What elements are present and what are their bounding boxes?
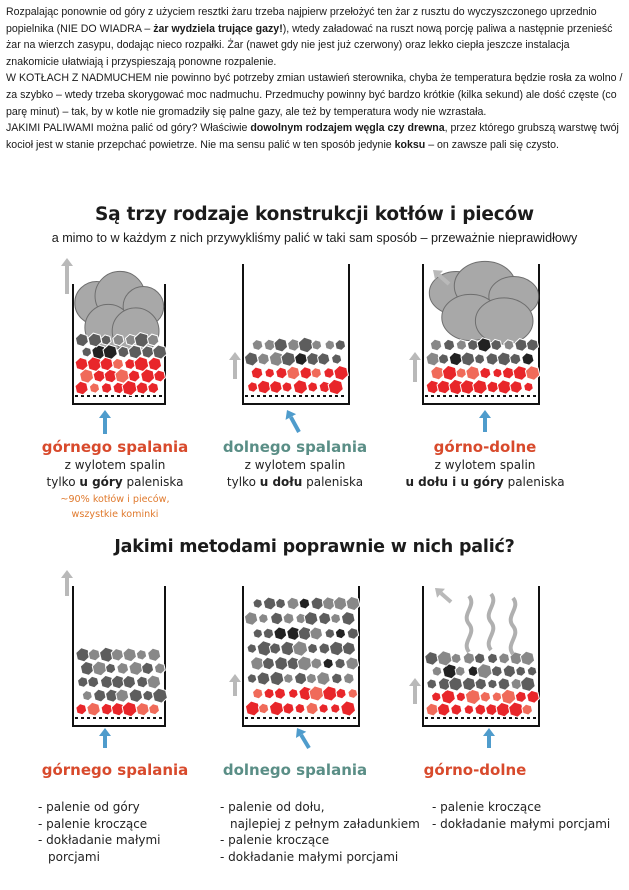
fuel-lump (253, 599, 263, 609)
fuel-lump (346, 596, 360, 610)
air-arrow-up-icon (99, 410, 111, 434)
fuel-lump (275, 657, 289, 671)
type-bottom-line2: tylko u dołu paleniska (226, 475, 364, 489)
fuel-lump (112, 358, 123, 369)
fuel-lump (264, 339, 275, 351)
fuel-lump (245, 701, 260, 716)
fuel-lump (451, 653, 461, 663)
fuel-lump (262, 657, 274, 670)
type-bottom-caption (195, 437, 395, 491)
type-bottom-heading: dolnego spalania (222, 438, 368, 456)
fuel-lump (510, 381, 523, 394)
fuel-lump (310, 627, 323, 640)
fuel-lump (332, 354, 342, 364)
fuel-lump (125, 359, 136, 370)
fuel-lump (287, 597, 299, 610)
fuel-lump (346, 657, 359, 670)
fuel-lump (502, 367, 514, 379)
fuel-lump (75, 333, 88, 346)
fuel-lump (297, 656, 312, 671)
fuel-lump (312, 340, 322, 350)
fuel-lump (283, 674, 293, 684)
fuel-lump (324, 368, 335, 379)
fuel-lump (276, 367, 288, 379)
fuel-lump (335, 628, 345, 638)
fuel-lump (136, 650, 146, 661)
fuel-lump (258, 703, 268, 714)
fuel-lump (341, 612, 355, 626)
type-top-note-2: wszystkie kominki (71, 509, 159, 520)
fuel-lump (348, 689, 358, 699)
fuel-lump (258, 353, 270, 365)
type-mixed-line1: z wylotem spalin (434, 458, 536, 472)
intro-paragraph-1: Rozpalając ponownie od góry z użyciem resztki żaru trzeba najpierw przełożyć ten żar z rusztu do wyczyszczonego uprzednio popielnika (NIE DO WIADRA – żar wydziela trujące gazy!), wtedy załadować na ruszt nową porcję paliwa a następnie przenieść żar na wierzch zasypu, dodając nieco rozpałki. Żar (nawet gdy nie jest już czerwony) oraz lekko ciepła jeszcze instalacja znakomicie ułatwiają i przyspieszają ponowne rozpalenie. (6, 6, 613, 68)
fuel-lump (331, 704, 341, 714)
bottom-combustion-method-illustration (225, 566, 365, 746)
fuel-lump (294, 672, 306, 685)
type-top-line2: tylko u góry paleniska (46, 475, 184, 489)
fuel-lump (247, 674, 257, 684)
fuel-lump (76, 648, 90, 662)
air-arrow-icon (286, 410, 299, 432)
fuel-lump (467, 339, 478, 350)
fuel-lump (497, 380, 511, 394)
method-bottom-heading-box (195, 760, 395, 780)
fuel-lump (487, 381, 499, 393)
method-bottom-item-1: - palenie od dołu, najlepiej z pełnym załadunkiem (220, 799, 430, 832)
type-bottom-line1: z wylotem spalin (244, 458, 346, 472)
fuel-lump (441, 690, 455, 705)
section-1-title: Są trzy rodzaje konstrukcji kotłów i pieców (95, 204, 534, 225)
fuel-lump (101, 383, 112, 394)
fuel-lump (307, 352, 320, 365)
fuel-lump (253, 629, 263, 639)
fuel-lump (82, 347, 92, 357)
fuel-lump (295, 353, 308, 366)
fuel-lump (491, 666, 502, 677)
fuel-lump (298, 337, 313, 353)
method-mixed-list (432, 799, 622, 832)
fuel-lump (475, 704, 486, 715)
fuel-lump (463, 652, 475, 664)
fuel-lump (129, 661, 143, 675)
fuel-lump (319, 643, 330, 654)
fuel-lump (328, 379, 343, 394)
fuel-lump (148, 382, 159, 393)
fuel-lump (524, 382, 534, 392)
fuel-lump (137, 676, 149, 688)
fuel-lump (101, 335, 111, 345)
top-combustion-furnace-illustration (55, 254, 175, 414)
fuel-lump (496, 702, 510, 716)
fuel-lump (252, 340, 263, 351)
fuel-lump (306, 702, 318, 715)
fuel-lump (87, 702, 101, 716)
fuel-lump (136, 703, 149, 716)
fuel-lump (148, 648, 161, 661)
fuel-lump (444, 339, 455, 350)
intro-paragraph-3: JAKIMI PALIWAMI można palić od góry? Właściwie dowolnym rodzajem węgla czy drewna, przez którego grubszą warstwę twój kocioł jest w stanie przepchać powietrze. Nie ma sensu palić w ten sposób jedynie koksu – on zawsze pali się czysto. (6, 122, 619, 151)
fuel-lump (282, 382, 292, 392)
fuel-lump (487, 653, 497, 664)
fuel-lump (468, 666, 479, 677)
fuel-lump (283, 613, 294, 624)
smoke-wisp (489, 594, 494, 650)
fuel-lump (123, 648, 137, 662)
fuel-lump (295, 703, 305, 713)
method-bottom-heading: dolnego spalania (222, 761, 368, 779)
type-mixed-heading: górno-dolne (433, 438, 537, 456)
fuel-lump (325, 629, 335, 639)
method-top-heading: górnego spalania (41, 761, 189, 779)
fuel-lump (432, 692, 442, 702)
fuel-lump (503, 665, 515, 678)
fuel-lump (308, 643, 318, 653)
method-mixed-item-2: - dokładanie małymi porcjami (432, 816, 622, 833)
fuel-lump (331, 673, 342, 684)
smoke-wisp (467, 596, 472, 652)
fuel-lump (257, 672, 270, 685)
flue-arrow-bottom-icon (229, 352, 241, 379)
method-bottom-item-2: - palenie kroczące (220, 832, 430, 849)
fuel-lump (449, 352, 462, 365)
fuel-lump (129, 689, 143, 703)
fuel-lump (499, 653, 510, 664)
fuel-lump (343, 673, 354, 684)
air-arrow-up-icon (479, 410, 491, 432)
fuel-lump (431, 366, 444, 380)
fuel-lump (263, 628, 274, 639)
fuel-lump (281, 352, 296, 367)
fuel-lump (426, 703, 439, 716)
fuel-lump (464, 705, 474, 715)
fuel-lump (265, 368, 275, 378)
type-top-heading: górnego spalania (41, 438, 189, 456)
fuel-lump (488, 679, 498, 689)
fuel-lump (462, 677, 475, 691)
fuel-lump (274, 338, 288, 352)
fuel-lump (521, 677, 536, 692)
fuel-lump (329, 641, 343, 656)
fuel-lump (341, 701, 356, 716)
fuel-lump (123, 675, 136, 688)
fuel-lump (474, 653, 485, 664)
fuel-lump (288, 689, 298, 699)
fuel-lump (515, 691, 526, 702)
fuel-lump (287, 366, 300, 380)
method-top-item-2: - palenie kroczące (38, 816, 208, 833)
flue-arrow-up-icon (61, 570, 73, 596)
fuel-lump (259, 614, 269, 624)
fuel-lump (311, 597, 324, 610)
fuel-lump (425, 652, 439, 666)
fuel-lump (466, 366, 480, 380)
fuel-lump (270, 671, 284, 685)
method-mixed-heading: górno-dolne (423, 761, 527, 779)
fuel-lump (437, 380, 451, 394)
fuel-lump (75, 381, 88, 395)
fuel-lump (94, 689, 106, 702)
fuel-lump (473, 380, 488, 395)
fuel-lump (480, 691, 491, 702)
method-top-list (38, 799, 208, 865)
type-mixed-caption (385, 437, 585, 491)
fuel-lump (147, 675, 161, 689)
bottom-combustion-furnace-illustration (225, 254, 355, 414)
fuel-lump (244, 612, 257, 626)
fuel-lump (251, 657, 265, 671)
fuel-lump (438, 354, 449, 365)
fuel-lump (264, 688, 274, 699)
method-mixed-heading-box (375, 760, 575, 780)
fuel-lump (498, 678, 510, 690)
smoke-cloud (429, 261, 538, 344)
fuel-lump (306, 673, 316, 684)
fuel-lump (456, 692, 466, 702)
fuel-lump (300, 367, 312, 380)
fuel-lump (276, 598, 286, 608)
fuel-lump (511, 678, 522, 689)
flue-arrow-top-icon (435, 588, 451, 602)
fuel-lump (288, 339, 300, 352)
fuel-lump (335, 340, 346, 351)
fuel-lump (269, 701, 283, 716)
fuel-lump (323, 686, 338, 701)
fuel-lump (299, 598, 310, 609)
fuel-lump (455, 666, 465, 676)
flue-arrow-up-icon (61, 258, 73, 294)
flue-arrow-bottom-icon (229, 674, 241, 696)
type-top-caption (15, 437, 215, 522)
fuel-lump (308, 382, 318, 392)
fuel-lump (317, 672, 331, 686)
flue-arrow-bottom-icon (409, 678, 421, 704)
fuel-lump (78, 677, 89, 688)
air-arrow-up-icon (483, 728, 495, 748)
type-mixed-line2: u dołu i u góry paleniska (405, 475, 565, 489)
fuel-lump (75, 357, 88, 370)
fuel-lump (154, 370, 166, 382)
fuel-lump (257, 380, 271, 394)
fuel-lump (244, 352, 258, 366)
fuel-lump (247, 644, 257, 654)
fuel-lump (128, 370, 140, 382)
section-1-subtitle: a mimo to w każdym z nich przywykliśmy palić w taki sam sposób – przeważnie nieprawidłowy (51, 231, 578, 245)
fuel-lump (271, 612, 284, 625)
fuel-lump (475, 354, 485, 364)
type-top-line1: z wylotem spalin (64, 458, 166, 472)
fuel-lump (427, 679, 437, 689)
fuel-lump (347, 628, 359, 640)
method-top-heading-box (15, 760, 215, 780)
fuel-lump (116, 689, 129, 702)
fuel-lump (437, 703, 450, 716)
fuel-lump (461, 352, 475, 366)
fuel-lump (149, 704, 160, 715)
fuel-lump (522, 704, 533, 715)
fuel-lump (148, 357, 162, 371)
fuel-lump (451, 704, 462, 715)
fuel-lump (106, 663, 116, 673)
fuel-lump (88, 676, 99, 687)
type-top-note-1: ~90% kotłów i pieców, (60, 494, 170, 505)
fuel-lump (456, 340, 467, 351)
fuel-lump (465, 689, 480, 705)
air-arrow-icon (296, 728, 309, 748)
flue-arrow-bottom-icon (409, 352, 421, 382)
fuel-lump (142, 662, 154, 674)
fuel-lump (475, 678, 487, 690)
fuel-lump (293, 380, 307, 395)
fuel-lump (527, 690, 540, 703)
fuel-lump (143, 690, 154, 701)
fuel-lump (293, 641, 308, 657)
fuel-lump (526, 339, 538, 351)
fuel-lump (80, 369, 94, 383)
fuel-lump (456, 368, 466, 379)
method-mixed-item-1: - palenie kroczące (432, 799, 622, 816)
fuel-lump (510, 353, 521, 364)
top-combustion-method-illustration (55, 566, 175, 746)
section-2-title: Jakimi metodami poprawnie w nich palić? (114, 537, 515, 557)
fuel-lump (274, 627, 287, 640)
fuel-lump (497, 352, 511, 366)
fuel-lump (449, 677, 463, 691)
fuel-lump (442, 365, 457, 380)
fuel-lump (325, 340, 335, 350)
air-arrow-up-icon (99, 728, 111, 748)
smoke-wisp (511, 598, 516, 654)
fuel-lump (117, 662, 129, 674)
fuel-lump (311, 368, 322, 379)
fuel-lump (342, 642, 355, 656)
fuel-lump (319, 704, 329, 714)
fuel-lump (93, 370, 105, 382)
fuel-lump (432, 666, 442, 676)
fuel-lump (253, 688, 264, 699)
fuel-lump (92, 661, 107, 676)
fuel-lump (486, 353, 498, 366)
fuel-lump (88, 649, 100, 661)
fuel-lump (430, 339, 442, 351)
fuel-lump (492, 692, 502, 702)
top-bottom-method-illustration (405, 566, 545, 746)
fuel-lump (251, 367, 263, 379)
fuel-lump (522, 353, 534, 365)
fuel-lump (323, 658, 334, 669)
fuel-lump (304, 612, 318, 626)
top-bottom-furnace-illustration (405, 254, 545, 414)
fuel-lump (504, 340, 514, 350)
fuel-lump (426, 352, 440, 366)
fuel-lump (335, 658, 346, 669)
fuel-lump (101, 703, 113, 715)
fuel-lump (525, 366, 539, 381)
fuel-lump (122, 702, 137, 717)
fuel-lump (76, 704, 87, 715)
fuel-lump (333, 597, 347, 611)
method-top-item-3: - dokładanie małymi porcjami (38, 832, 208, 865)
method-bottom-item-3: - dokładanie małymi porcjami (220, 849, 430, 866)
fuel-lump (270, 381, 283, 394)
fuel-lump (480, 367, 491, 378)
fuel-lump (336, 688, 346, 699)
intro-paragraph-2: W KOTŁACH Z NADMUCHEM nie powinno być potrzeby zmian ustawień sterownika, chyba że temperatura będzie rosła za wolno / za szybko – wtedy trzeba skorygować moc nadmuchu. Przedmuchy powinny być bardzo krótkie (kilka sekund) ale dość częste (co parę minut) – tak, by w kotle nie gromadziły się palne gazy, ale też by temperatura wody nie wzrastała. (6, 72, 623, 118)
method-bottom-list (220, 799, 430, 865)
fuel-lump (516, 666, 526, 676)
fuel-lump (493, 368, 503, 378)
fuel-lump (331, 613, 341, 623)
fuel-lump (319, 612, 331, 625)
fuel-lump (283, 703, 294, 715)
fuel-lump (274, 688, 285, 700)
fuel-lump (334, 366, 349, 381)
fuel-lump (486, 704, 498, 716)
fuel-lump (263, 597, 276, 610)
fuel-lump (318, 353, 330, 366)
fuel-lump (311, 658, 322, 669)
intro-text (6, 4, 623, 153)
fuel-lump (477, 664, 492, 679)
fuel-lump (80, 661, 94, 675)
fuel-lump (520, 651, 534, 665)
fuel-lump (248, 382, 258, 393)
fuel-lump (527, 666, 537, 676)
fuel-lump (136, 382, 148, 394)
fuel-lump (111, 675, 124, 689)
fuel-lump (154, 663, 165, 674)
fuel-lump (89, 383, 99, 393)
fuel-lump (82, 691, 92, 701)
method-top-item-1: - palenie od góry (38, 799, 208, 816)
